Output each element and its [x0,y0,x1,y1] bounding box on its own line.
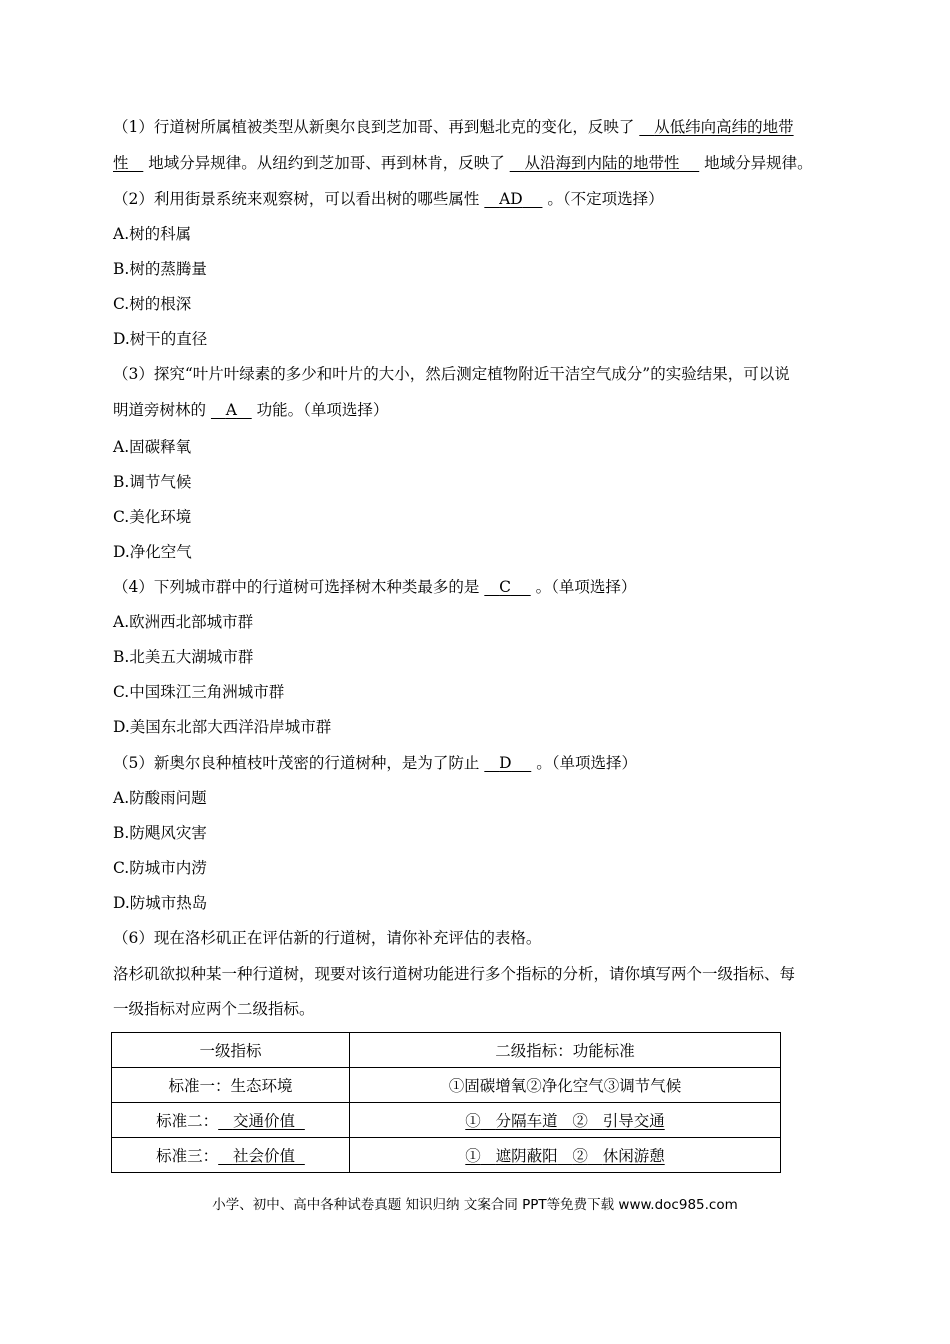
q3-answer: A [225,401,237,419]
q2-option-d: D.树干的直径 [113,330,208,348]
table-cell: ①固碳增氧②净化空气③调节气候 [350,1068,781,1103]
q3-option-a: A.固碳释氧 [113,438,192,456]
q4-answer: C [499,578,511,596]
q3-option-b: B.调节气候 [113,473,192,491]
table-header-cell: 二级指标：功能标准 [350,1033,781,1068]
q1-answer2: 从沿海到内陆的地带性 [524,154,680,172]
q4-option-b: B.北美五大湖城市群 [113,648,254,666]
table-cell: 标准二： 交通价值 [112,1103,350,1138]
q1-text-2: 地域分异规律。从纽约到芝加哥、再到林肯，反映了 [148,154,505,172]
q6-desc-line2: 一级指标对应两个二级指标。 [113,1000,315,1018]
q5-option-c: C.防城市内涝 [113,859,207,877]
q3-stem-line1: （3）探究“叶片叶绿素的多少和叶片的大小，然后测定植物附近干洁空气成分”的实验结果，可以说 [113,365,790,383]
q6-desc-line1: 洛杉矶欲拟种某一种行道树，现要对该行道树功能进行多个指标的分析，请你填写两个一级指标、每 [113,965,796,983]
q3-option-c: C.美化环境 [113,508,192,526]
q1-text-3: 地域分异规律。 [704,154,813,172]
table-header-row [112,1033,781,1068]
q1-text: （1）行道树所属植被类型从新奥尔良到芝加哥、再到魁北克的变化，反映了 [113,118,635,136]
table-header-cell: 一级指标 [112,1033,350,1068]
q4-option-a: A.欧洲西北部城市群 [113,613,254,631]
q2-option-a: A.树的科属 [113,225,192,243]
q5-stem: （5）新奥尔良种植枝叶茂密的行道树种，是为了防止 D 。（单项选择） [113,754,637,772]
q3-stem-line2: 明道旁树林的 A 功能。（单项选择） [113,401,389,419]
table-cell: 标准一：生态环境 [112,1068,350,1103]
q4-stem: （4）下列城市群中的行道树可选择树木种类最多的是 C 。（单项选择） [113,578,637,596]
table-fill-answer: 交通价值 [232,1112,295,1130]
table-row [112,1138,781,1173]
q1-answer1-part1: 从低纬向高纬的地带 [654,118,794,136]
q2-option-c: C.树的根深 [113,295,192,313]
q2-option-b: B.树的蒸腾量 [113,260,207,278]
table-row [112,1103,781,1138]
q2-stem: （2）利用街景系统来观察树，可以看出树的哪些属性 AD 。（不定项选择） [113,190,664,208]
table-cell [350,1138,781,1173]
q4-option-d: D.美国东北部大西洋沿岸城市群 [113,718,332,736]
q5-option-a: A.防酸雨问题 [113,789,207,807]
table-cell: 标准三： 社会价值 [112,1138,350,1173]
q5-answer: D [499,754,512,772]
q3-option-d: D.净化空气 [113,543,192,561]
q5-option-d: D.防城市热岛 [113,894,208,912]
evaluation-table [111,1032,781,1173]
q6-stem: （6）现在洛杉矶正在评估新的行道树，请你补充评估的表格。 [113,929,542,947]
table-cell [350,1103,781,1138]
q4-option-c: C.中国珠江三角洲城市群 [113,683,285,701]
q1-line1 [113,117,794,137]
table-fill-answer: ① 遮阴蔽阳 ② 休闲游憩 [465,1147,665,1165]
table-fill-answer: 社会价值 [232,1147,295,1165]
page-footer: 小学、初中、高中各种试卷真题 知识归纳 文案合同 PPT等免费下载 www.doc985.com [212,1197,738,1213]
q1-line2 [113,153,813,173]
q2-answer: AD [499,190,523,208]
q1-answer1-part2: 性 [113,154,129,172]
table-row [112,1068,781,1103]
q5-option-b: B.防飓风灾害 [113,824,207,842]
table-fill-answer: ① 分隔车道 ② 引导交通 [465,1112,665,1130]
